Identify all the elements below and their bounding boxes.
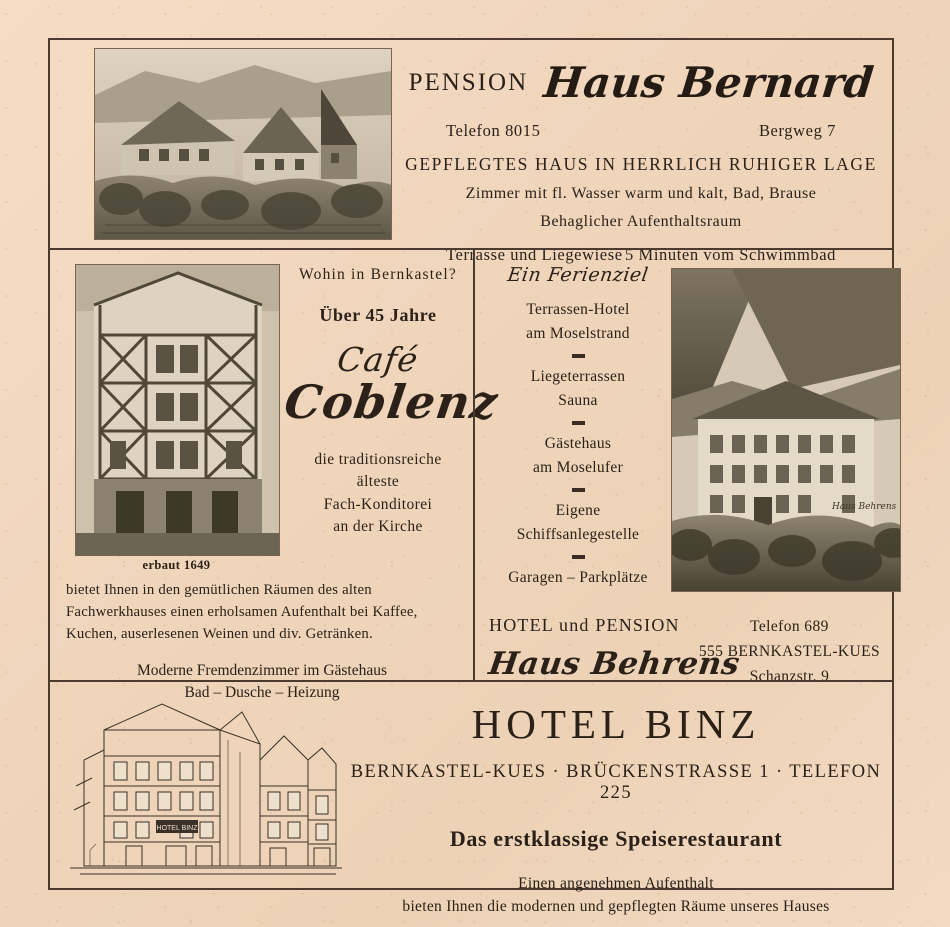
haus-bernard-text [400,52,882,265]
feature-1: am Moselstrand [526,325,630,343]
cafe-coblenz-photo-caption: erbaut 1649 [142,558,211,572]
haus-behrens-features [493,264,663,588]
haus-behrens-footer [486,615,884,685]
cafe-coblenz-name-line1: Café [334,340,422,379]
haus-bernard-terrace: Terrasse und Liegewiese [446,245,623,264]
drawing-illustration-binz [70,690,342,882]
ad-haus-bernard [50,40,892,264]
hotel-binz-title: HOTEL BINZ [471,701,761,747]
hotel-binz-note1: Einen angenehmen Aufenthalt [518,875,714,892]
haus-bernard-line2: Behaglicher Aufenthaltsraum [540,213,742,230]
hotel-binz-address: BERNKASTEL-KUES · BRÜCKENSTRASSE 1 · TELEFON 225 [350,762,882,803]
cafe-coblenz-sub1: die traditionsreiche [314,451,442,468]
separator-dash-icon [572,354,585,358]
haus-behrens-contact [699,615,880,689]
svg-text:Haus Behrens: Haus Behrens [832,502,897,512]
cafe-coblenz-subtitle [285,449,471,539]
cafe-coblenz-headings [281,266,502,539]
haus-bernard-brand [400,58,882,107]
binz-sign-text: HOTEL BINZ [156,825,198,832]
cafe-coblenz-closing2: Bad – Dusche – Heizung [184,684,340,702]
haus-behrens-name: Haus Behrens [486,646,743,682]
cafe-coblenz-closing1: Moderne Fremdenzimmer im Gästehaus [136,661,388,679]
cafe-coblenz-sub2: älteste [356,473,400,491]
ad-hotel-binz [50,682,892,916]
haus-bernard-photo [94,48,392,240]
haus-bernard-line1: Zimmer mit fl. Wasser warm und kalt, Bad, Brause [465,185,817,202]
ad-cafe-coblenz [50,250,502,702]
hotel-binz-slogan: Das erstklassige Speiserestaurant [449,826,783,851]
haus-behrens-street: Schanzstr. 9 [749,667,830,685]
feature-5: am Moselufer [532,459,624,477]
feature-3: Sauna [558,392,598,410]
cafe-coblenz-years: Über 45 Jahre [319,305,437,325]
photo-illustration-behrens [672,269,900,591]
separator-dash-icon [572,488,585,492]
cafe-coblenz-photo [75,264,280,556]
feature-7: Schiffsanlegestelle [516,526,640,544]
photo-illustration-coblenz [76,265,279,555]
ad-haus-behrens [475,250,897,685]
haus-bernard-headline: GEPFLEGTES HAUS IN HERRLICH RUHIGER LAGE [405,154,877,174]
feature-0: Terrassen-Hotel [526,301,630,318]
haus-bernard-name: Haus Bernard [541,58,877,107]
hotel-binz-note [350,872,882,919]
hotel-binz-note2: bieten Ihnen die modernen und gepflegten Räume unseres Hauses [402,898,830,916]
haus-bernard-phone: Telefon 8015 [446,121,541,140]
cafe-coblenz-name-line2: Coblenz [281,375,502,429]
haus-bernard-street: Bergweg 7 [758,121,836,140]
haus-behrens-foot-title: HOTEL und PENSION [489,615,680,635]
haus-behrens-city: 555 BERNKASTEL-KUES [698,642,880,660]
cafe-coblenz-sub4: an der Kirche [333,518,423,536]
photo-illustration-bernard [95,49,391,239]
haus-behrens-photo [671,268,901,592]
feature-8: Garagen – Parkplätze [508,568,648,586]
separator-dash-icon [572,421,585,425]
ads-frame [48,38,897,916]
cafe-coblenz-question: Wohin in Bernkastel? [299,266,457,283]
haus-bernard-pool: 5 Minuten vom Schwimmbad [624,245,836,264]
hotel-binz-drawing [70,690,342,882]
feature-4: Gästehaus [544,434,612,452]
haus-behrens-phone: Telefon 689 [750,618,829,635]
separator-dash-icon [572,555,585,559]
cafe-coblenz-sub3: Fach-Konditorei [323,495,433,513]
haus-bernard-contact-row [400,121,882,141]
feature-6: Eigene [555,501,601,519]
haus-behrens-script-top: Ein Ferienziel [506,264,650,286]
cafe-coblenz-paragraph: bietet Ihnen in den gemütlichen Räumen des alten Fachwerkhauses einen erholsamen Aufenthalt bei Kaffee, Kuchen, auserlesenen Weinen und div. Getränken. [66,582,418,642]
pension-word: PENSION [408,68,529,96]
hotel-binz-text [350,700,882,919]
feature-2: Liegeterrassen [530,367,626,385]
